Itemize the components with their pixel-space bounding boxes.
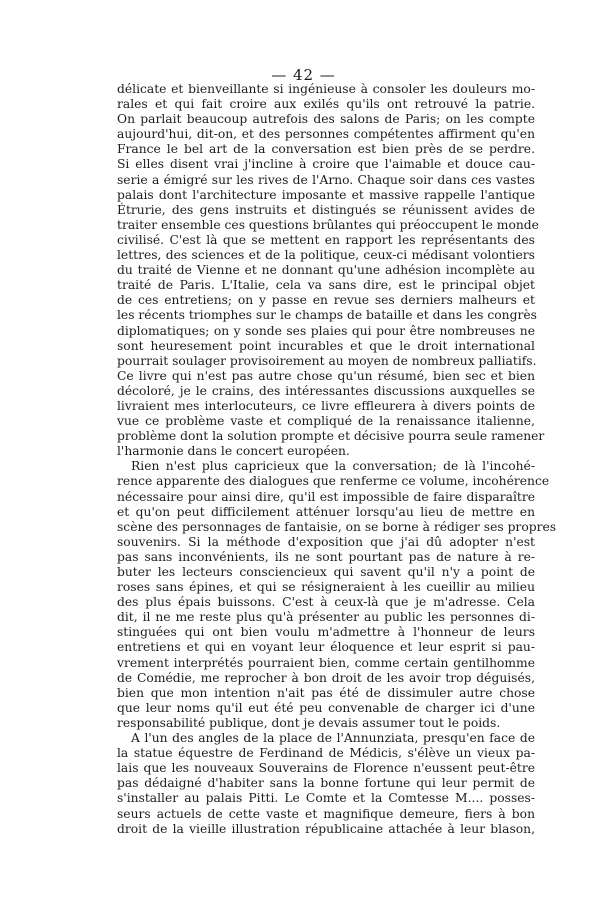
text-line: rence apparente des dialogues que renferme ce volume, incohérence	[117, 474, 550, 489]
text-line: stinguées qui ont bien voulu m'admettre à l'honneur de leurs	[117, 625, 535, 640]
text-line: des plus épais buissons. C'est à ceux-là que je m'adresse. Cela	[117, 595, 535, 610]
text-line: délicate et bienveillante si ingénieuse à consoler les douleurs mo-	[117, 82, 535, 96]
text-line: dit, il ne me reste plus qu'à présenter au public les personnes di-	[117, 610, 535, 625]
text-line: responsabilité publique, dont je devais assumer tout le poids.	[117, 715, 501, 730]
text-line: diplomatiques; on y sonde ses plaies qui pour être nombreuses ne	[117, 323, 535, 338]
text-line: pourrait soulager provisoirement au moyen de nombreux palliatifs.	[117, 353, 537, 368]
text-line: seurs actuels de cette vaste et magnifique demeure, fiers à bon	[117, 806, 535, 821]
text-line: vrement interprétés pourraient bien, comme certain gentilhomme	[117, 655, 535, 670]
text-line: aujourd'hui, dit-on, et des personnes compétentes affirment qu'en	[117, 127, 535, 142]
text-line: Ce livre qui n'est pas autre chose qu'un résumé, bien sec et bien	[117, 368, 535, 383]
paragraph	[117, 82, 545, 459]
text-line: lettres, des sciences et de la politique, ceux-ci médisant volontiers	[117, 248, 535, 263]
text-line: entretiens et qui en voyant leur éloquence et leur esprit si pau-	[117, 640, 535, 655]
text-line: palais dont l'architecture imposante et massive rappelle l'antique	[117, 187, 535, 202]
text-line: buter les lecteurs consciencieux qui savent qu'il n'y a point de	[117, 565, 535, 579]
text-line: Si elles disent vrai j'incline à croire que l'aimable et douce cau-	[117, 157, 535, 172]
text-line: l'harmonie dans le concert européen.	[117, 444, 350, 459]
text-line: A l'un des angles de la place de l'Annunziata, presqu'en face de	[131, 731, 535, 746]
page-body-text	[117, 82, 557, 837]
text-line: pas dédaigné d'habiter sans la bonne fortune qui leur permit de	[117, 776, 535, 791]
text-line: livraient mes interlocuteurs, ce livre effleurera à divers points de	[117, 398, 535, 413]
text-line: pas sans inconvénients, ils ne sont pourtant pas de nature à re-	[117, 549, 535, 564]
text-line: souvenirs. Si la méthode d'exposition que j'ai dû adopter n'est	[117, 534, 535, 549]
text-line: serie a émigré sur les rives de l'Arno. Chaque soir dans ces vastes	[117, 172, 535, 187]
text-line: lais que les nouveaux Souverains de Florence n'eussent peut-être	[117, 761, 535, 776]
page-number: — 42 —	[271, 66, 336, 84]
paragraph	[117, 731, 535, 837]
text-line: du traité de Vienne et ne donnant qu'une adhésion incomplète au	[117, 263, 535, 278]
text-line: civilisé. C'est là que se mettent en rapport les représentants des	[117, 232, 535, 247]
text-line: de Comédie, me reprocher à bon droit de les avoir trop déguisés,	[117, 670, 535, 685]
text-line: sont heuresement point incurables et que le droit international	[117, 338, 535, 353]
text-line: Rien n'est plus capricieux que la conversation; de là l'incohé-	[131, 459, 535, 474]
text-line: et qu'on peut difficilement atténuer lorsqu'au lieu de mettre en	[117, 504, 535, 519]
text-line: scène des personnages de fantaisie, on se borne à rédiger ses propres	[117, 519, 557, 534]
text-line: traité de Paris. L'Italie, cela va sans dire, est le principal objet	[117, 278, 535, 293]
text-line: nécessaire pour ainsi dire, qu'il est impossible de faire disparaître	[117, 489, 535, 504]
text-line: vue ce problème vaste et compliqué de la renaissance italienne,	[117, 414, 535, 429]
text-line: roses sans épines, et qui se résigneraient à les cueillir au milieu	[117, 580, 535, 595]
text-line: la statue équestre de Ferdinand de Médicis, s'élève un vieux pa-	[117, 746, 535, 761]
text-line: s'installer au palais Pitti. Le Comte et la Comtesse M.... posses-	[117, 791, 535, 806]
text-line: On parlait beaucoup autrefois des salons de Paris; on les compte	[117, 112, 535, 127]
text-line: décoloré, je le crains, des intéressantes discussions auxquelles se	[117, 383, 535, 398]
text-line: droit de la vieille illustration républicaine attachée à leur blason,	[117, 821, 535, 836]
text-line: bien que mon intention n'ait pas été de dissimuler autre chose	[117, 685, 535, 700]
text-line: traiter ensemble ces questions brûlantes qui préoccupent le monde	[117, 217, 539, 232]
text-line: France le bel art de la conversation est bien près de se perdre.	[117, 142, 535, 157]
text-line: problème dont la solution prompte et décisive pourra seule ramener	[117, 429, 545, 444]
text-line: rales et qui fait croire aux exilés qu'ils ont retrouvé la patrie.	[117, 97, 535, 112]
paragraph	[117, 459, 557, 731]
text-line: les récents triomphes sur le champs de bataille et dans les congrès	[117, 308, 537, 323]
text-line: Étrurie, des gens instruits et distingués se réunissent avides de	[117, 202, 535, 217]
text-line: que leur noms qu'il eut été peu convenable de charger ici d'une	[117, 700, 535, 715]
text-line: de ces entretiens; on y passe en revue ses derniers malheurs et	[117, 293, 535, 308]
